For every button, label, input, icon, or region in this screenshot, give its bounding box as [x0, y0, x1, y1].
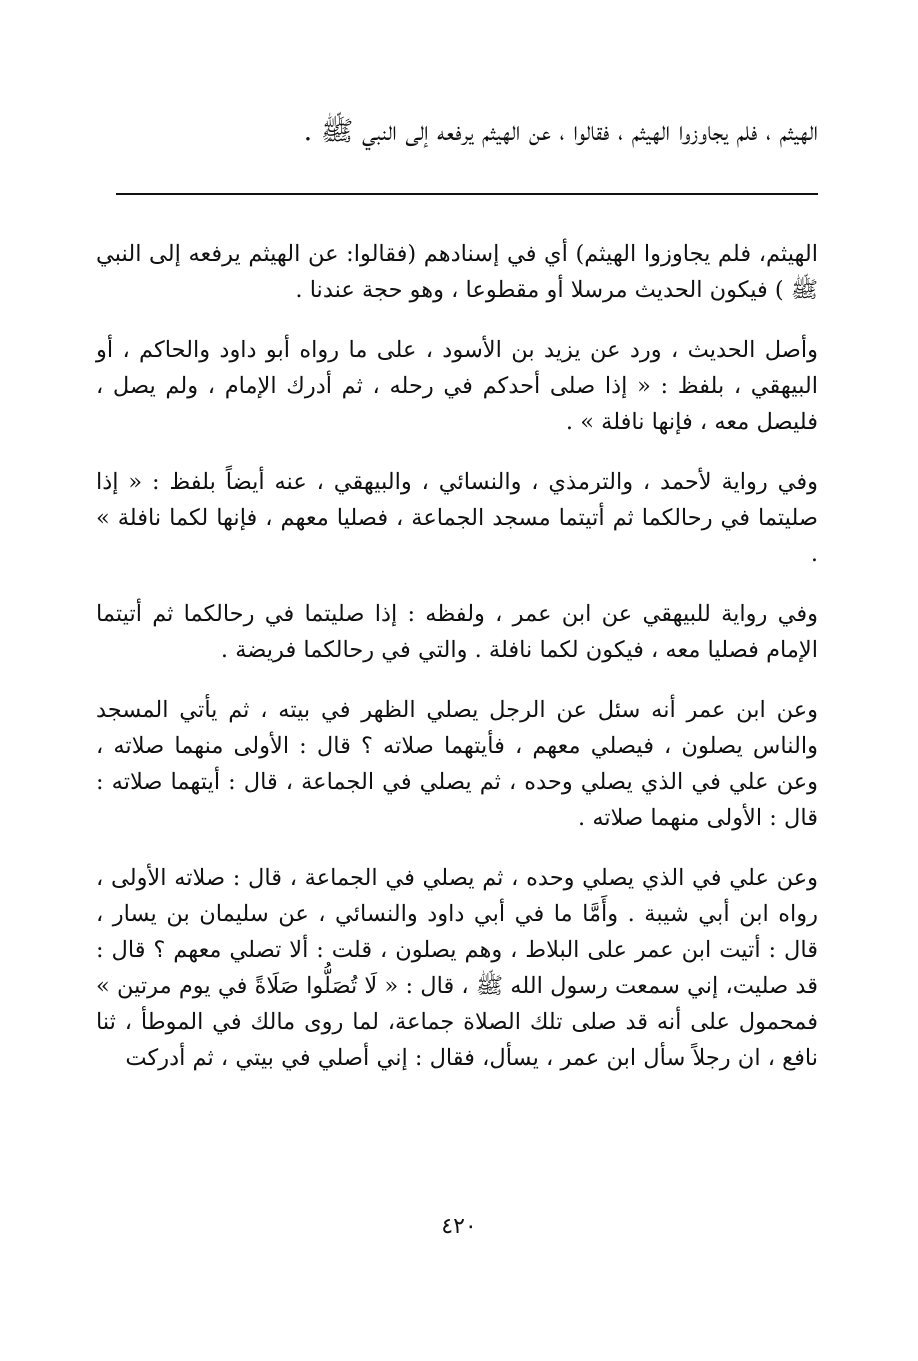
commentary-paragraph: وفي رواية للبيهقي عن ابن عمر ، ولفظه : إذا صليتما في رحالكما ثم أتيتما الإمام فصليا معه ، فيكون لكما نافلة . والتي في رحالكما فريضة .: [96, 601, 818, 663]
commentary-paragraph: وفي رواية لأحمد ، والترمذي ، والنسائي ، والبيهقي ، عنه أيضاً بلفظ : « إذا صليتما في رحالكما ثم أتيتما مسجد الجماعة ، فصليا معهم ، فإنها لكما نافلة » .: [96, 469, 818, 567]
commentary: [96, 236, 818, 1100]
commentary-paragraph: وعن علي في الذي يصلي وحده ، ثم يصلي في الجماعة ، قال : صلاته الأولى ، رواه ابن أبي شيبة . وأَمَّا ما في أبي داود والنسائي ، عن سليمان بن يسار ، قال : أتيت ابن عمر على البلاط ، وهم يصلون ، قلت : ألا تصلي معهم ؟ قال : قد صليت، إني سمعت رسول الله ﷺ ، قال : « لَا تُصَلُّوا صَلَاةً في يوم مرتين » فمحمول على أنه قد صلى تلك الصلاة جماعة، لما روى مالك في الموطأ ، ثنا نافع ، ان رجلاً سأل ابن عمر ، يسأل، فقال : إني أصلي في بيتي ، ثم أدركت: [96, 865, 818, 1071]
main-text: الهيثم ، فلم يجاوزوا الهيثم ، فقالوا ، عن الهيثم يرفعه إلى النبي ﷺ .: [303, 116, 818, 147]
separator-line: [116, 193, 818, 195]
page-number: ٤٢٠: [441, 1214, 477, 1239]
commentary-paragraph: وأصل الحديث ، ورد عن يزيد بن الأسود ، على ما رواه أبو داود والحاكم ، أو البيهقي ، بلفظ : « إذا صلى أحدكم في رحله ، ثم أدرك الإمام ، ولم يصل ، فليصل معه ، فإنها نافلة » .: [96, 337, 818, 435]
commentary-paragraph: وعن ابن عمر أنه سئل عن الرجل يصلي الظهر في بيته ، ثم يأتي المسجد والناس يصلون ، فيصلي معهم ، فأيتهما صلاته ؟ قال : الأولى منهما صلاته ، وعن علي في الذي يصلي وحده ، ثم يصلي في الجماعة ، قال : أيتهما صلاته : قال : الأولى منهما صلاته .: [96, 697, 818, 831]
commentary-paragraph: الهيثم، فلم يجاوزوا الهيثم) أي في إسنادهم (فقالوا: عن الهيثم يرفعه إلى النبي ﷺ ) فيكون الحديث مرسلا أو مقطوعا ، وهو حجة عندنا .: [96, 241, 818, 303]
